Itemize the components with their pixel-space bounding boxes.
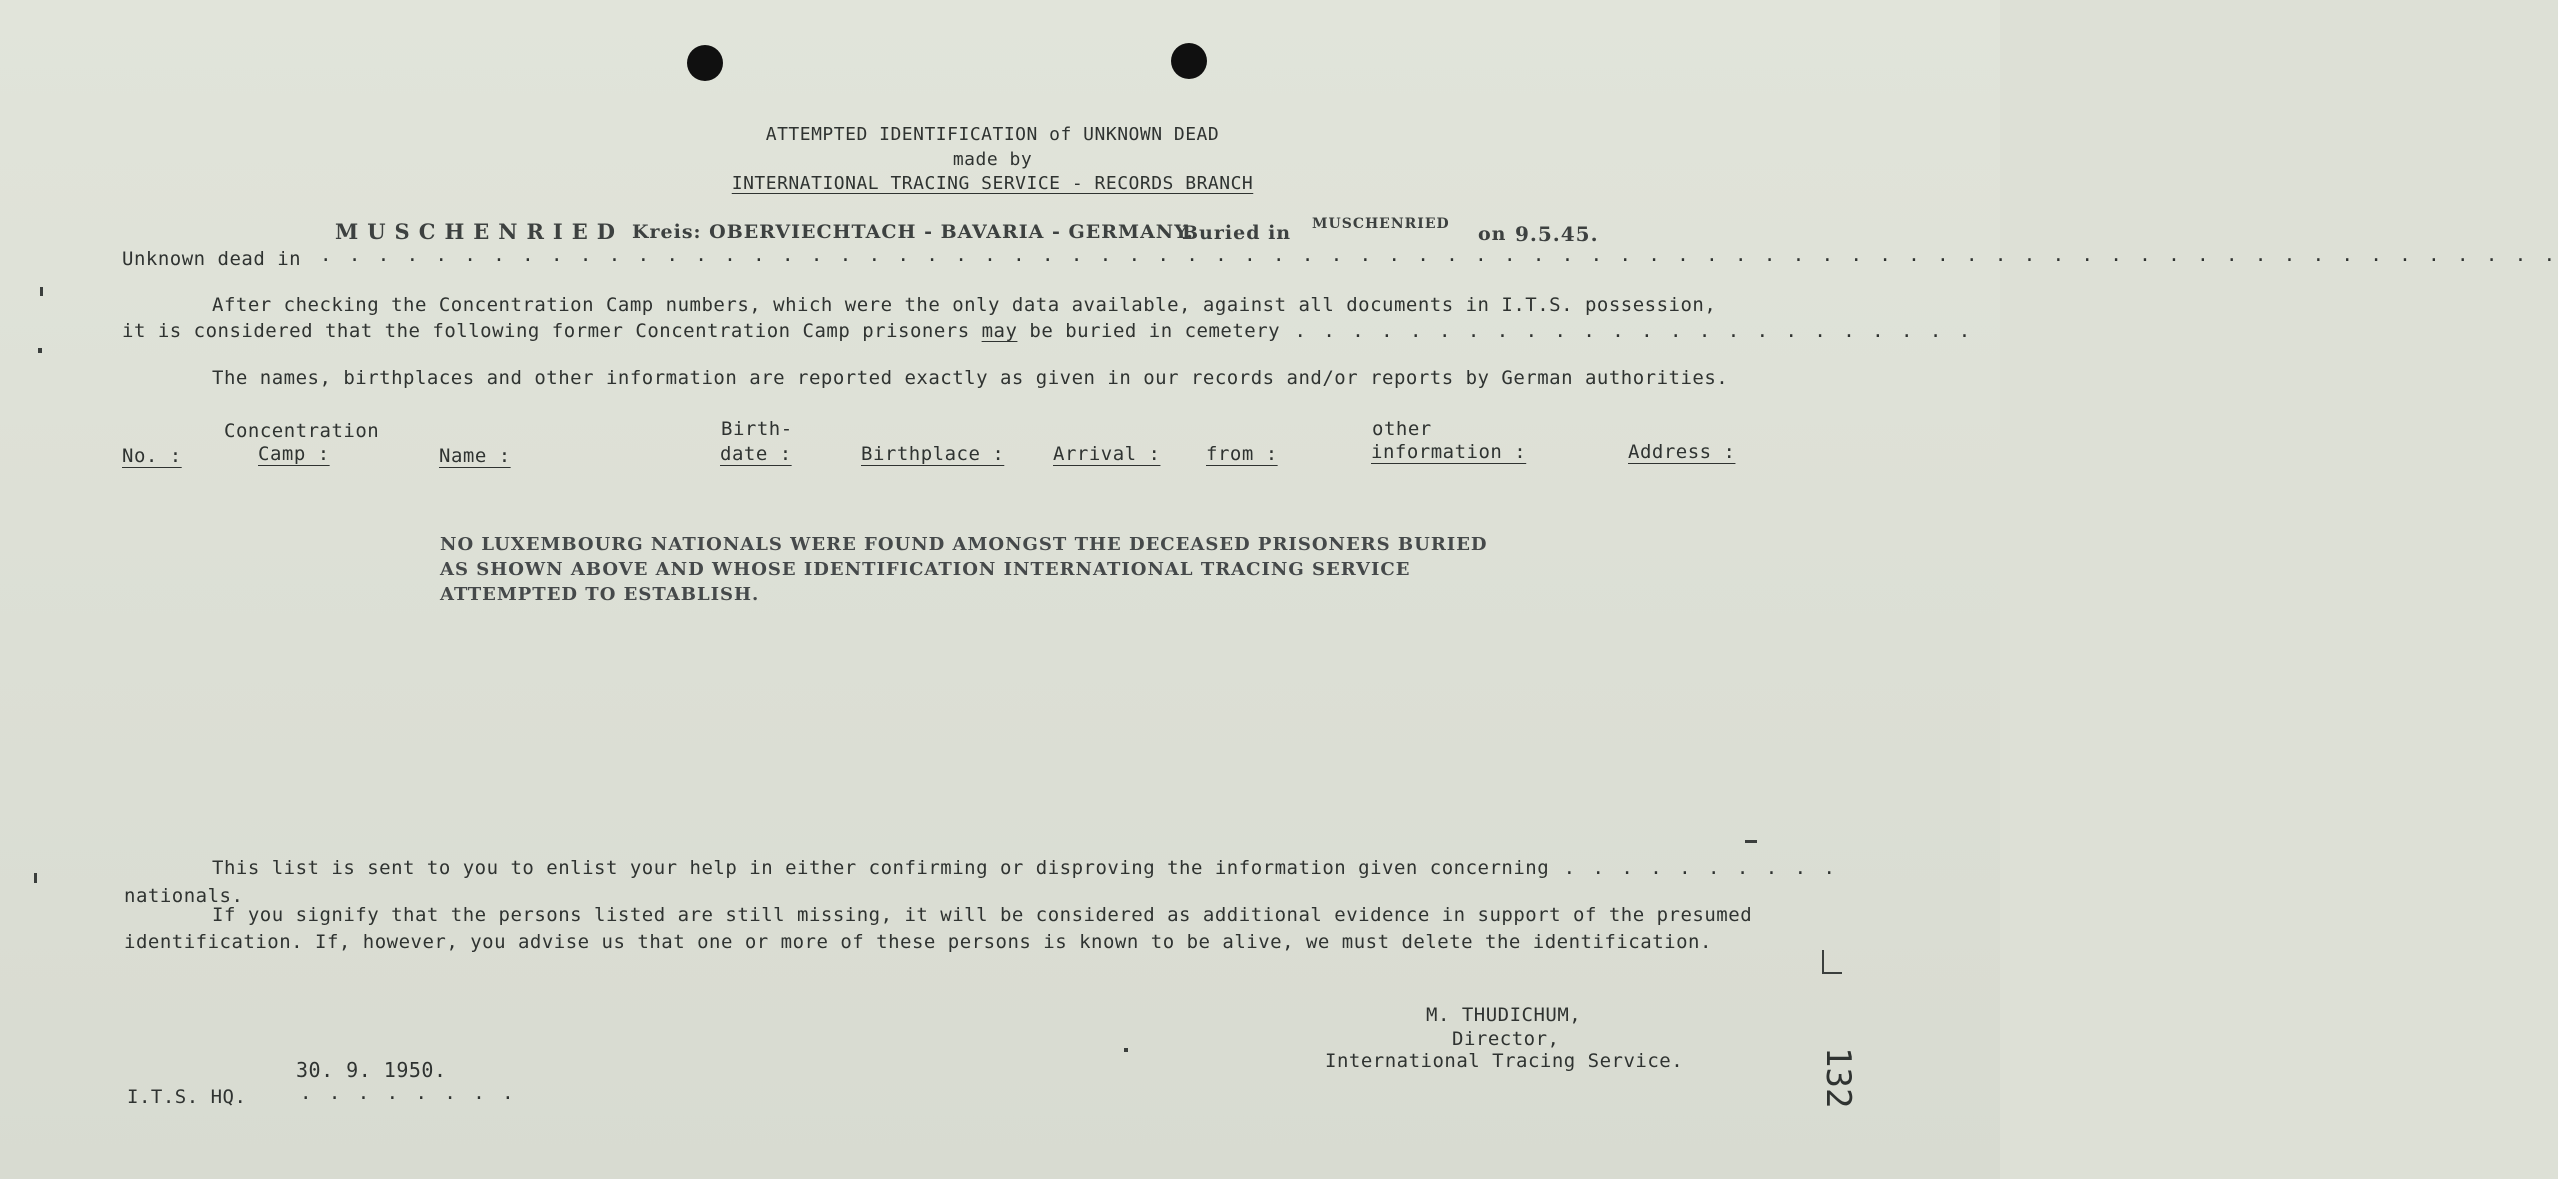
burial-date-prefix: on: [1478, 223, 1507, 245]
margin-mark: [1822, 950, 1824, 972]
footer-dot-leader: . . . . . . . .: [300, 1082, 517, 1104]
paragraph1-may: may: [981, 320, 1018, 342]
punch-hole-left: [687, 45, 723, 81]
dot-leader: . . . . . . . . . . . . . . . . . . . . . . . . . . . . . . . . . . . . . . . . . . . . . . . . . . . . . . . . . . . . . . . . . . . . . . . . . . . . . .: [320, 244, 2558, 266]
burial-date: 9.5.45.: [1515, 222, 1599, 246]
column-address: Address :: [1628, 441, 1736, 463]
paragraph1-dot-leader: . . . . . . . . . . . . . . . . . . . . . . . .: [1280, 320, 1974, 342]
signature-title: Director,: [1452, 1028, 1560, 1050]
column-arrival: Arrival :: [1053, 443, 1161, 465]
column-camp: [222, 443, 390, 465]
location-place: MUSCHENRIED: [335, 219, 624, 244]
footer-hq: I.T.S. HQ.: [127, 1086, 247, 1108]
closing-line3: If you signify that the persons listed are still missing, it will be considered as additional evidence in support of the presumed: [212, 904, 1753, 926]
column-no: No. :: [122, 445, 182, 467]
margin-mark: [38, 348, 42, 353]
closing-line4: identification. If, however, you advise us that one or more of these persons is known to be alive, we must delete the identification.: [124, 931, 1712, 953]
column-name: Name :: [439, 445, 511, 467]
signature-organization: International Tracing Service.: [1325, 1050, 1684, 1072]
column-camp-label: Camp :: [258, 443, 330, 465]
notice-line3: ATTEMPTED TO ESTABLISH.: [440, 584, 760, 605]
unknown-dead-label: Unknown dead in: [122, 248, 302, 270]
margin-mark: [40, 287, 43, 296]
column-from: from :: [1206, 443, 1278, 465]
signature-name: M. THUDICHUM,: [1426, 1004, 1582, 1026]
buried-label: Buried in: [1182, 222, 1292, 244]
closing-line2: nationals.: [124, 885, 244, 907]
paragraph1-line2-start: it is considered that the following former Concentration Camp prisoners: [122, 320, 982, 342]
footer-date: 30. 9. 1950.: [296, 1058, 447, 1082]
notice-line2: AS SHOWN ABOVE AND WHOSE IDENTIFICATION INTERNATIONAL TRACING SERVICE: [440, 559, 1411, 580]
paragraph1-line2-end: be buried in cemetery: [1017, 320, 1281, 342]
paragraph1-line1: After checking the Concentration Camp numbers, which were the only data available, against all documents in I.T.S. possession,: [212, 294, 1717, 316]
column-birthdate-top: Birth-: [721, 418, 793, 440]
margin-mark: [1745, 840, 1757, 843]
page-number: 132: [1818, 1047, 1858, 1109]
notice-line1: NO LUXEMBOURG NATIONALS WERE FOUND AMONGST THE DECEASED PRISONERS BURIED: [440, 534, 1488, 555]
margin-mark: [34, 873, 37, 883]
punch-hole-right: [1171, 43, 1207, 79]
column-birthplace: Birthplace :: [861, 443, 1005, 465]
buried-place: MUSCHENRIED: [1312, 216, 1450, 232]
header-subtitle: made by: [952, 149, 1033, 170]
closing-line1: [212, 857, 1838, 879]
margin-mark: [1822, 972, 1842, 974]
column-camp-top: Concentration: [224, 420, 380, 442]
column-other-top: other: [1372, 418, 1432, 440]
location-kreis: Kreis: OBERVIECHTACH - BAVARIA - GERMANY.: [632, 221, 1194, 243]
closing-line1-text: This list is sent to you to enlist your help in either confirming or disproving the information given concerning: [212, 857, 1550, 879]
column-birthdate: date :: [720, 443, 792, 465]
paragraph2: The names, birthplaces and other information are reported exactly as given in our records and/or reports by German authorities.: [212, 367, 1729, 389]
margin-mark: [1124, 1048, 1128, 1052]
column-other: information :: [1371, 441, 1527, 463]
header-organization: INTERNATIONAL TRACING SERVICE - RECORDS BRANCH: [731, 173, 1254, 194]
header-title: ATTEMPTED IDENTIFICATION of UNKNOWN DEAD: [765, 124, 1220, 145]
paragraph1-line2: [122, 320, 1973, 342]
closing-dot-leader: . . . . . . . . . .: [1549, 857, 1838, 879]
